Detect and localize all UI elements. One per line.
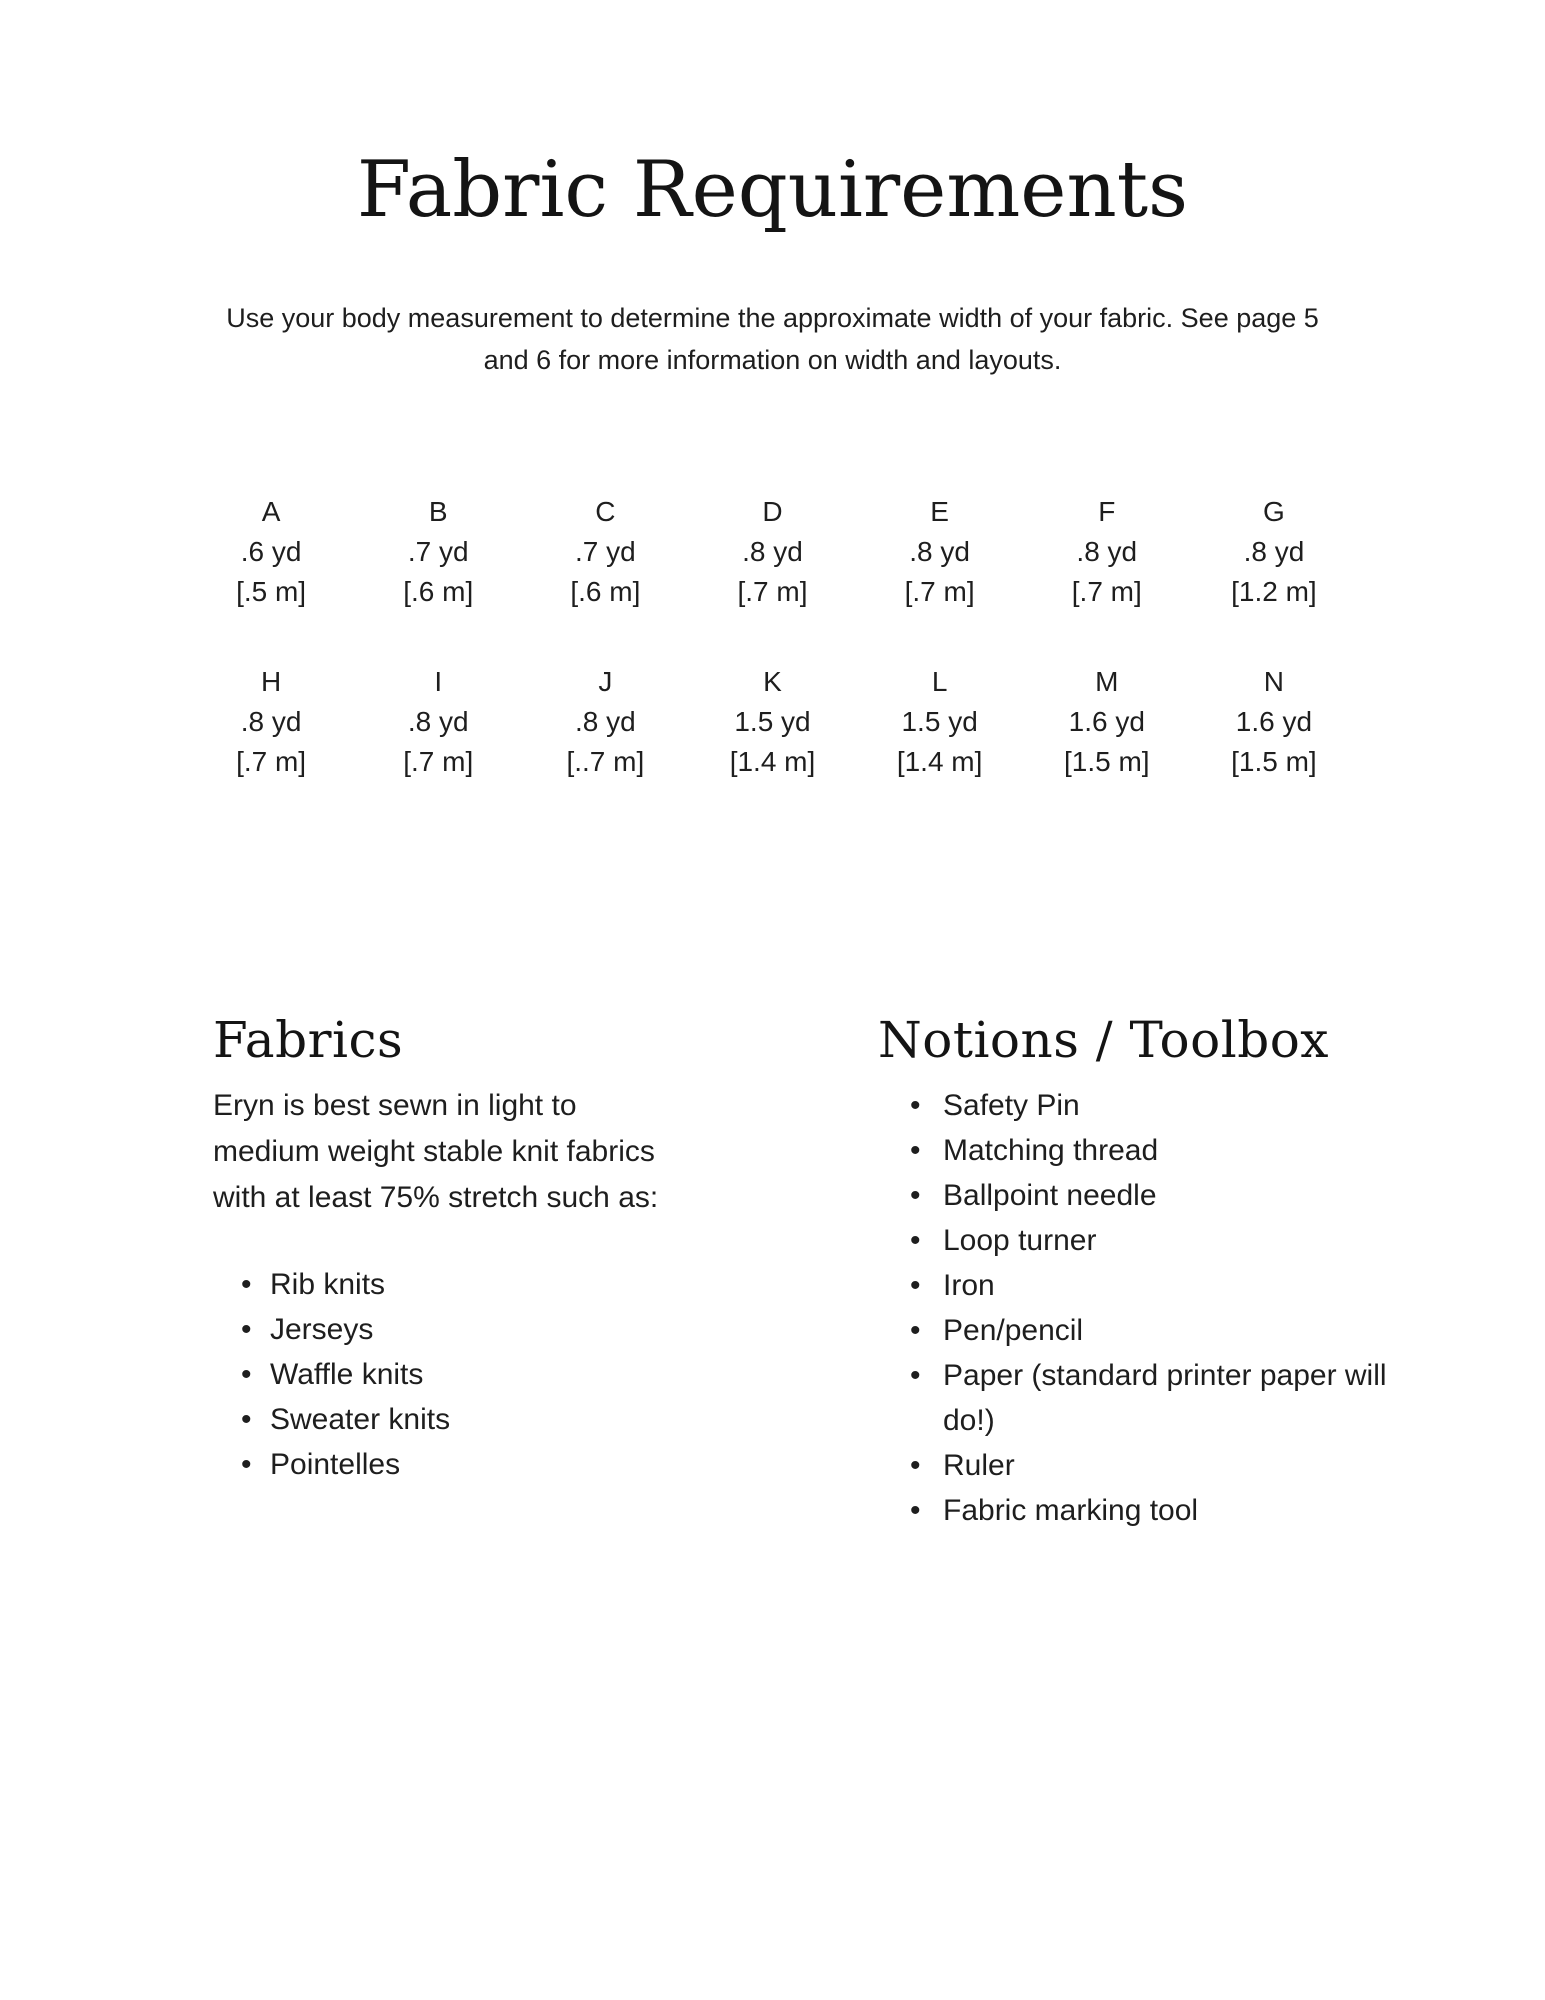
meters-value: [1.4 m] [896,746,983,777]
meters-value: [.7 m] [904,576,975,607]
size-cell-n [1190,662,1357,782]
fabrics-intro-line: Eryn is best sewn in light to [213,1089,577,1122]
yardage-value: .7 yd [575,536,636,567]
meters-value: [.7 m] [737,576,808,607]
list-item-label: Matching thread [943,1134,1159,1167]
meters-value: [..7 m] [566,746,645,777]
list-item [213,1397,773,1442]
page-title: Fabric Requirements [356,145,1189,235]
list-item-label: Paper (standard printer paper will do!) [943,1359,1387,1437]
list-item [878,1263,1478,1308]
size-row-a-g [188,492,1358,612]
size-label: I [434,666,443,697]
yardage-value: .8 yd [742,536,803,567]
list-item-label: Rib knits [270,1268,386,1301]
yardage-value: .8 yd [1076,536,1138,567]
list-item [213,1442,773,1487]
size-cell-f [1023,492,1190,612]
meters-value: [1.4 m] [729,746,816,777]
yardage-value: .8 yd [240,706,302,737]
yardage-value: 1.5 yd [734,706,811,737]
list-item-label: Pen/pencil [943,1314,1084,1347]
size-cell-c [522,492,689,612]
size-label: H [260,666,282,697]
fabrics-intro-line: medium weight stable knit fabrics [213,1135,655,1168]
notions-heading: Notions / Toolbox [878,1011,1330,1069]
size-cell-d [689,492,856,612]
size-cell-b [355,492,522,612]
size-cell-e [856,492,1023,612]
yardage-value: 1.6 yd [1068,706,1145,737]
size-label: D [762,496,783,527]
bullet-icon: • [241,1358,252,1391]
list-item-label: Pointelles [270,1448,401,1481]
meters-value: [1.5 m] [1063,746,1150,777]
list-item [878,1128,1478,1173]
list-item-label: Waffle knits [270,1358,424,1391]
notions-list [878,1083,1478,1533]
fabrics-intro [213,1083,773,1221]
size-label: C [595,496,616,527]
intro-paragraph [103,297,1443,381]
yardage-value: .8 yd [1243,536,1305,567]
list-item-label: Iron [943,1269,995,1302]
bullet-icon: • [910,1314,921,1347]
list-item [878,1308,1478,1353]
bullet-icon: • [910,1089,921,1122]
size-label: N [1263,666,1285,697]
size-cell-k [689,662,856,782]
size-cell-h [188,662,355,782]
meters-value: [.6 m] [570,576,641,607]
meters-value: [1.5 m] [1231,746,1317,777]
size-cell-l [856,662,1023,782]
intro-paragraph-line: Use your body measurement to determine the approximate width of your fabric. See page 5 [226,303,1319,333]
intro-paragraph-line: and 6 for more information on width and layouts. [483,345,1062,375]
list-item [878,1488,1478,1533]
yardage-value: .8 yd [407,706,469,737]
notions-toolbox-section [878,1013,1478,1533]
size-label: B [428,496,448,527]
size-label: K [763,666,782,697]
meters-value: [.7 m] [403,746,474,777]
bullet-icon: • [910,1269,921,1302]
fabrics-list [213,1262,773,1487]
size-label: G [1263,496,1285,527]
bullet-icon: • [241,1313,252,1346]
yardage-value: 1.5 yd [901,706,978,737]
list-item [213,1307,773,1352]
list-item-label: Ruler [943,1449,1015,1482]
meters-value: [.7 m] [236,746,307,777]
list-item-label: Fabric marking tool [943,1494,1199,1527]
size-label: A [261,496,281,527]
bullet-icon: • [910,1224,921,1257]
list-item [878,1443,1478,1488]
fabrics-heading: Fabrics [213,1011,404,1069]
list-item-label: Loop turner [943,1224,1097,1257]
yardage-value: .7 yd [407,536,469,567]
list-item [878,1353,1478,1443]
bullet-icon: • [910,1179,921,1212]
size-row-h-n [188,662,1358,782]
fabrics-intro-line: with at least 75% stretch such as: [213,1181,659,1214]
list-item [878,1173,1478,1218]
fabrics-section [213,1013,773,1487]
list-item [213,1352,773,1397]
list-item [213,1262,773,1307]
size-cell-m [1023,662,1190,782]
size-label: L [931,666,948,697]
size-label: F [1098,496,1116,527]
size-label: J [598,666,613,697]
list-item-label: Jerseys [270,1313,374,1346]
bullet-icon: • [241,1403,252,1436]
yardage-value: 1.6 yd [1235,706,1313,737]
bullet-icon: • [241,1268,252,1301]
meters-value: [.7 m] [1071,576,1142,607]
fabric-requirements-table [188,492,1358,782]
meters-value: [.6 m] [403,576,474,607]
yardage-value: .8 yd [909,536,970,567]
size-cell-g [1190,492,1357,612]
list-item-label: Safety Pin [943,1089,1080,1122]
bullet-icon: • [241,1448,252,1481]
size-cell-a [188,492,355,612]
list-item-label: Ballpoint needle [943,1179,1157,1212]
size-cell-j [522,662,689,782]
bullet-icon: • [910,1359,921,1392]
meters-value: [1.2 m] [1231,576,1317,607]
yardage-value: .6 yd [240,536,302,567]
list-item-label: Sweater knits [270,1403,451,1436]
size-label: M [1095,666,1119,697]
list-item [878,1083,1478,1128]
list-item [878,1218,1478,1263]
bullet-icon: • [910,1494,921,1527]
size-label: E [930,496,949,527]
size-cell-i [355,662,522,782]
bullet-icon: • [910,1134,921,1167]
yardage-value: .8 yd [575,706,636,737]
bullet-icon: • [910,1449,921,1482]
meters-value: [.5 m] [236,576,307,607]
